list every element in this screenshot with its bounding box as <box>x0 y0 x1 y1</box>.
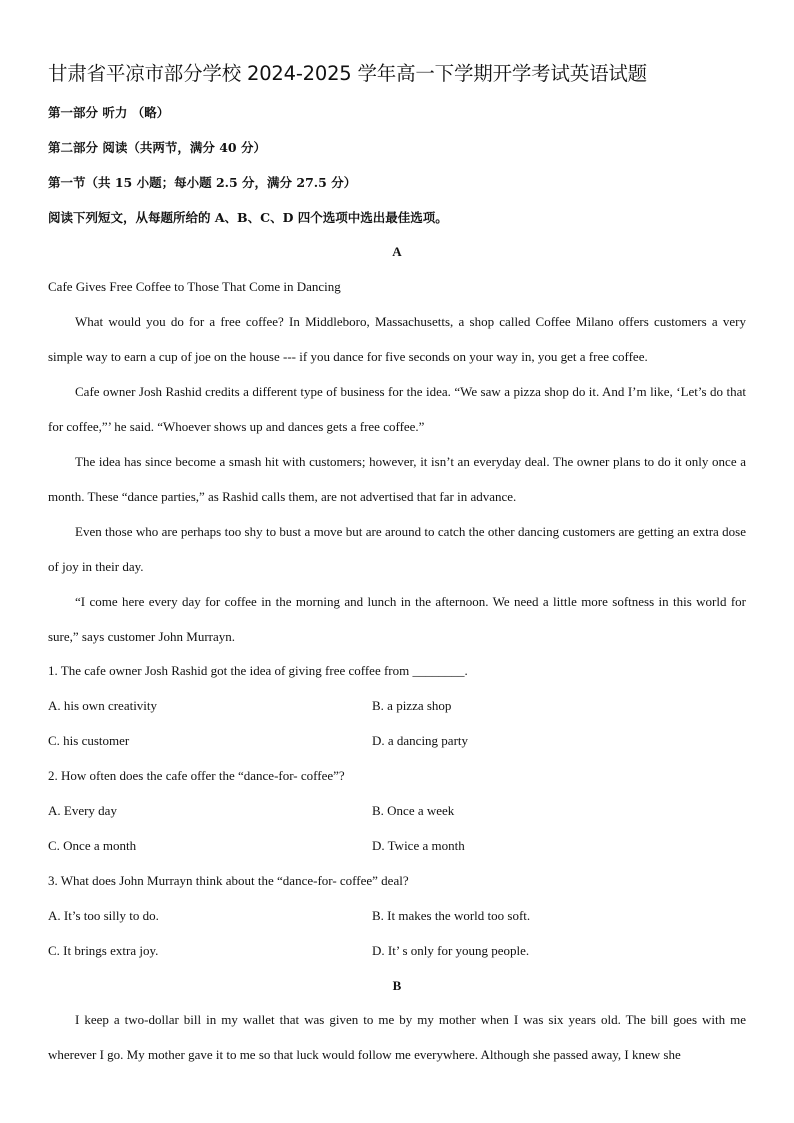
section1-heading: 第一节（共 15 小题；每小题 2.5 分，满分 27.5 分） <box>48 175 357 190</box>
question-3-option-b: B. It makes the world too soft. <box>372 908 531 923</box>
question-2-option-d: D. Twice a month <box>372 838 465 853</box>
passage-a-paragraph-4: Even those who are perhaps too shy to bust a move but are around to catch the other dancing customers are getting an extra dose of joy in their day. <box>48 524 746 574</box>
passage-a-label: A <box>392 244 402 259</box>
question-3-option-a: A. It’s too silly to do. <box>48 908 159 923</box>
question-3-stem: 3. What does John Murrayn think about the “dance-for- coffee” deal? <box>48 873 409 888</box>
page-title: 甘肃省平凉市部分学校 2024-2025 学年高一下学期开学考试英语试题 <box>48 62 647 85</box>
question-1-option-c: C. his customer <box>48 733 130 748</box>
passage-a-paragraph-1: What would you do for a free coffee? In Middleboro, Massachusetts, a shop called Coffee Milano offers customers a very simple way to earn a cup of joe on the house --- if you dance for five seconds on your way in, you get a free coffee. <box>48 314 746 364</box>
part1-heading: 第一部分 听力 （略） <box>48 105 170 120</box>
question-3-option-c: C. It brings extra joy. <box>48 943 159 958</box>
question-1-option-b: B. a pizza shop <box>372 698 452 713</box>
part2-heading: 第二部分 阅读（共两节，满分 40 分） <box>48 140 266 155</box>
passage-a-paragraph-3: The idea has since become a smash hit with customers; however, it isn’t an everyday deal. The owner plans to do it only once a month. These “dance parties,” as Rashid calls them, are not advertised that far in advance. <box>48 454 746 504</box>
passage-a-heading: Cafe Gives Free Coffee to Those That Come in Dancing <box>48 279 341 294</box>
instruction-text: 阅读下列短文，从每题所给的 A、B、C、D 四个选项中选出最佳选项。 <box>48 210 448 225</box>
passage-a-paragraph-2: Cafe owner Josh Rashid credits a different type of business for the idea. “We saw a pizza shop do it. And I’m like, ‘Let’s do that for coffee,”’ he said. “Whoever shows up and dances gets a free coffee.” <box>48 384 746 434</box>
question-3-option-d: D. It’ s only for young people. <box>372 943 530 958</box>
question-2-option-c: C. Once a month <box>48 838 137 853</box>
passage-b-label: B <box>392 978 402 993</box>
question-2-stem: 2. How often does the cafe offer the “dance-for- coffee”? <box>48 768 345 783</box>
question-2-option-a: A. Every day <box>48 803 117 818</box>
question-1-option-a: A. his own creativity <box>48 698 158 713</box>
passage-b-paragraph-1: I keep a two-dollar bill in my wallet that was given to me by my mother when I was six years old. The bill goes with me wherever I go. My mother gave it to me so that luck would follow me everywhere. Although she passed away, I knew she <box>48 1012 746 1062</box>
question-2-option-b: B. Once a week <box>372 803 455 818</box>
passage-a-paragraph-5: “I come here every day for coffee in the morning and lunch in the afternoon. We need a little more softness in this world for sure,” says customer John Murrayn. <box>48 594 746 644</box>
question-1-stem: 1. The cafe owner Josh Rashid got the idea of giving free coffee from ________. <box>48 663 468 678</box>
question-1-option-d: D. a dancing party <box>372 733 469 748</box>
